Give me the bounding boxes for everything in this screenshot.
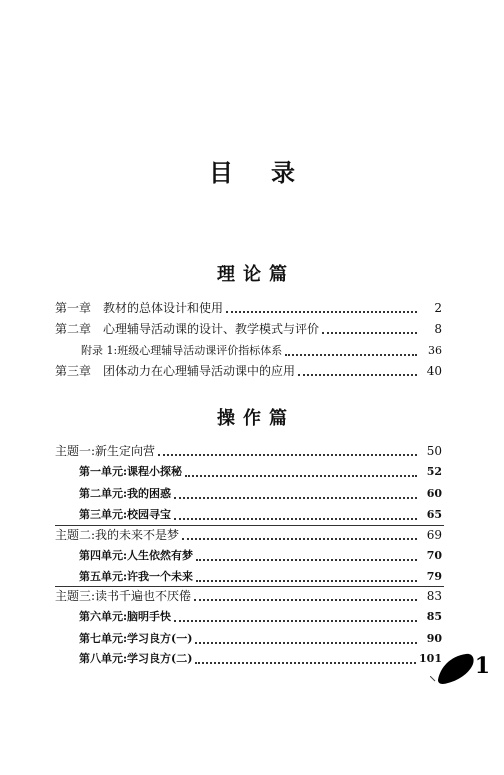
- toc-entry-unit-6[interactable]: [79, 608, 442, 626]
- dot-leader: [196, 579, 417, 582]
- dot-leader: [185, 474, 417, 477]
- section-heading-theory: 理论篇: [217, 264, 295, 285]
- toc-entry-page: 90: [426, 632, 442, 645]
- toc-entry-theme-3[interactable]: [55, 587, 442, 605]
- toc-entry-theme-1[interactable]: [55, 442, 442, 460]
- toc-entry-label: 主题三:读书千遍也不厌倦: [55, 589, 192, 603]
- toc-entry-page: 8: [434, 322, 442, 336]
- toc-entry-page: 70: [426, 549, 442, 562]
- dot-leader: [285, 353, 417, 356]
- toc-entry-label: 第三章 团体动力在心理辅导活动课中的应用: [55, 364, 296, 378]
- toc-entry-unit-3[interactable]: [79, 506, 442, 524]
- section-heading-practice: 操作篇: [217, 408, 295, 429]
- dot-leader: [195, 641, 417, 644]
- toc-entry-label: 第四单元:人生依然有梦: [79, 549, 194, 562]
- dot-leader: [196, 558, 417, 561]
- toc-entry-chapter-2[interactable]: [55, 320, 442, 338]
- toc-entry-page: 60: [426, 487, 442, 500]
- toc-entry-page: 36: [428, 344, 442, 357]
- toc-entry-page: 101: [419, 652, 442, 665]
- toc-entry-page: 50: [426, 444, 442, 458]
- toc-entry-unit-7[interactable]: [79, 630, 442, 648]
- dot-leader: [322, 331, 417, 334]
- toc-entry-label: 第七单元:学习良方(一): [79, 632, 193, 645]
- page-number: 1: [474, 653, 490, 679]
- toc-entry-theme-2[interactable]: [55, 526, 442, 544]
- toc-entry-unit-2[interactable]: [79, 485, 442, 503]
- toc-entry-label: 第二章 心理辅导活动课的设计、教学模式与评价: [55, 322, 320, 336]
- toc-entry-label: 第三单元:校园寻宝: [79, 508, 172, 521]
- toc-entry-label: 主题一:新生定向营: [55, 444, 156, 458]
- toc-entry-page: 65: [426, 508, 442, 521]
- toc-entry-page: 69: [426, 528, 442, 542]
- toc-entry-label: 第一章 教材的总体设计和使用: [55, 301, 224, 315]
- toc-entry-appendix-1[interactable]: [81, 342, 442, 360]
- dot-leader: [174, 496, 417, 499]
- toc-entry-page: 40: [426, 364, 442, 378]
- toc-entry-label: 第二单元:我的困惑: [79, 487, 172, 500]
- dot-leader: [226, 310, 417, 313]
- dot-leader: [194, 598, 417, 601]
- dot-leader: [174, 619, 417, 622]
- toc-entry-page: 83: [426, 589, 442, 603]
- toc-entry-unit-1[interactable]: [79, 463, 442, 481]
- toc-entry-unit-8[interactable]: [79, 650, 442, 668]
- toc-entry-label: 主题二:我的未来不是梦: [55, 528, 180, 542]
- dot-leader: [174, 517, 417, 520]
- toc-entry-chapter-3[interactable]: [55, 362, 442, 380]
- toc-entry-page: 79: [426, 570, 442, 583]
- toc-entry-page: 2: [434, 301, 442, 315]
- toc-entry-page: 85: [426, 610, 442, 623]
- toc-entry-chapter-1[interactable]: [55, 299, 442, 317]
- dot-leader: [195, 661, 416, 664]
- toc-entry-label: 附录 1:班级心理辅导活动课评价指标体系: [81, 344, 283, 357]
- toc-entry-page: 52: [426, 465, 442, 478]
- toc-entry-label: 第一单元:课程小探秘: [79, 465, 183, 478]
- toc-entry-label: 第五单元:许我一个未来: [79, 570, 194, 583]
- dot-leader: [298, 373, 417, 376]
- toc-entry-label: 第八单元:学习良方(二): [79, 652, 193, 665]
- dot-leader: [158, 453, 417, 456]
- toc-entry-unit-4[interactable]: [79, 547, 442, 565]
- page-title: 目录: [209, 158, 333, 187]
- toc-entry-label: 第六单元:脑明手快: [79, 610, 172, 623]
- toc-entry-unit-5[interactable]: [79, 568, 442, 586]
- dot-leader: [182, 537, 417, 540]
- page-corner-ink-icon: [436, 650, 476, 686]
